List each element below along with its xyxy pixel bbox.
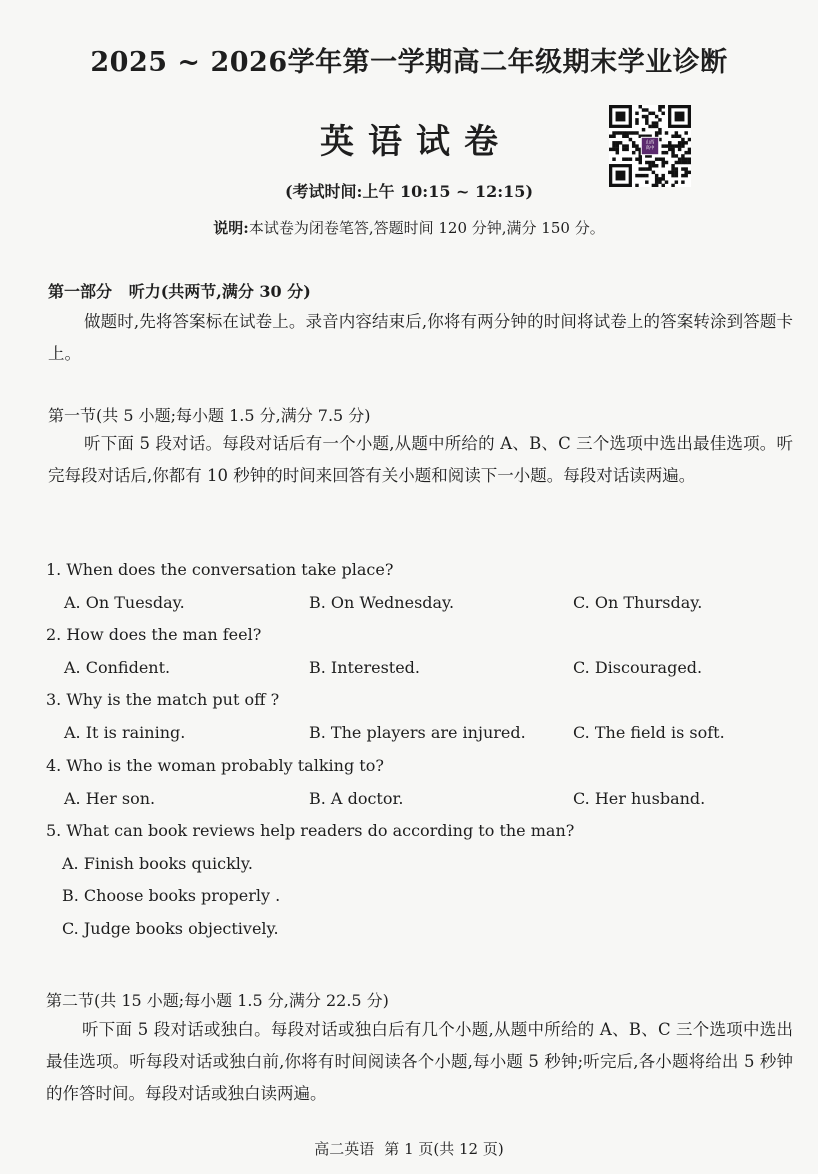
q3-option-b: B. The players are injured. [309, 723, 526, 742]
section2-intro: 听下面 5 段对话或独白。每段对话或独白后有几个小题,从题中所给的 A、B、C 三个选项中选出最佳选项。听每段对话或独白前,你将有时间阅读各个小题,每小题 5 秒钟;听完后,各小题将给出 5 秒钟的作答时间。每段对话或独白读两遍。 [46, 1020, 793, 1103]
q5-option-a: A. Finish books quickly. [62, 854, 253, 873]
section2-heading: 第二节(共 15 小题;每小题 1.5 分,满分 22.5 分) [46, 991, 389, 1010]
q2-option-b: B. Interested. [309, 658, 421, 677]
q1-option-b: B. On Wednesday. [309, 593, 455, 612]
qr-center-text: 高中 [645, 145, 655, 151]
section1-intro: 听下面 5 段对话。每段对话后有一个小题,从题中所给的 A、B、C 三个选项中选出最佳选项。听完每段对话后,你都有 10 秒钟的时间来回答有关小题和阅读下一小题。每段对话读两遍。 [48, 434, 793, 485]
q3-option-c: C. The field is soft. [573, 723, 725, 742]
q5-option-c: C. Judge books objectively. [62, 919, 279, 938]
section1-heading: 第一节(共 5 小题;每小题 1.5 分,满分 7.5 分) [48, 406, 371, 425]
q5-option-b: B. Choose books properly . [62, 886, 281, 905]
question-4: 4. Who is the woman probably talking to? [46, 756, 384, 775]
qr-code-icon [609, 105, 691, 187]
question-2: 2. How does the man feel? [46, 625, 262, 644]
part1-intro: 做题时,先将答案标在试卷上。录音内容结束后,你将有两分钟的时间将试卷上的答案转涂到答题卡上。 [48, 312, 793, 363]
q1-option-c: C. On Thursday. [573, 593, 703, 612]
part1-heading: 第一部分 听力(共两节,满分 30 分) [48, 282, 311, 301]
q2-option-c: C. Discouraged. [573, 658, 703, 677]
q4-option-b: B. A doctor. [309, 789, 404, 808]
q4-option-c: C. Her husband. [573, 789, 706, 808]
exam-time: (考试时间:上午 10:15 ~ 12:15) [284, 182, 534, 201]
question-3: 3. Why is the match put off ? [46, 690, 280, 709]
page-footer [0, 1138, 818, 1159]
qr-center-text: 山西 [645, 140, 655, 146]
question-5: 5. What can book reviews help readers do according to the man? [46, 821, 575, 840]
exam-title: 2025 ~ 2026学年第一学期高二年级期末学业诊断 [90, 47, 728, 78]
q2-option-a: A. Confident. [64, 658, 171, 677]
note-text: 本试卷为闭卷笔答,答题时间 120 分钟,满分 150 分。 [248, 219, 605, 237]
note-label: 说明: [213, 219, 249, 237]
footer-page: 第 1 页(共 12 页) [384, 1140, 504, 1158]
q4-option-a: A. Her son. [64, 789, 156, 808]
subject-title: 英语试卷 [320, 122, 512, 162]
exam-note [0, 217, 818, 238]
question-1: 1. When does the conversation take place? [46, 560, 394, 579]
q1-option-a: A. On Tuesday. [64, 593, 185, 612]
footer-course: 高二英语 [314, 1140, 375, 1158]
q3-option-a: A. It is raining. [64, 723, 186, 742]
